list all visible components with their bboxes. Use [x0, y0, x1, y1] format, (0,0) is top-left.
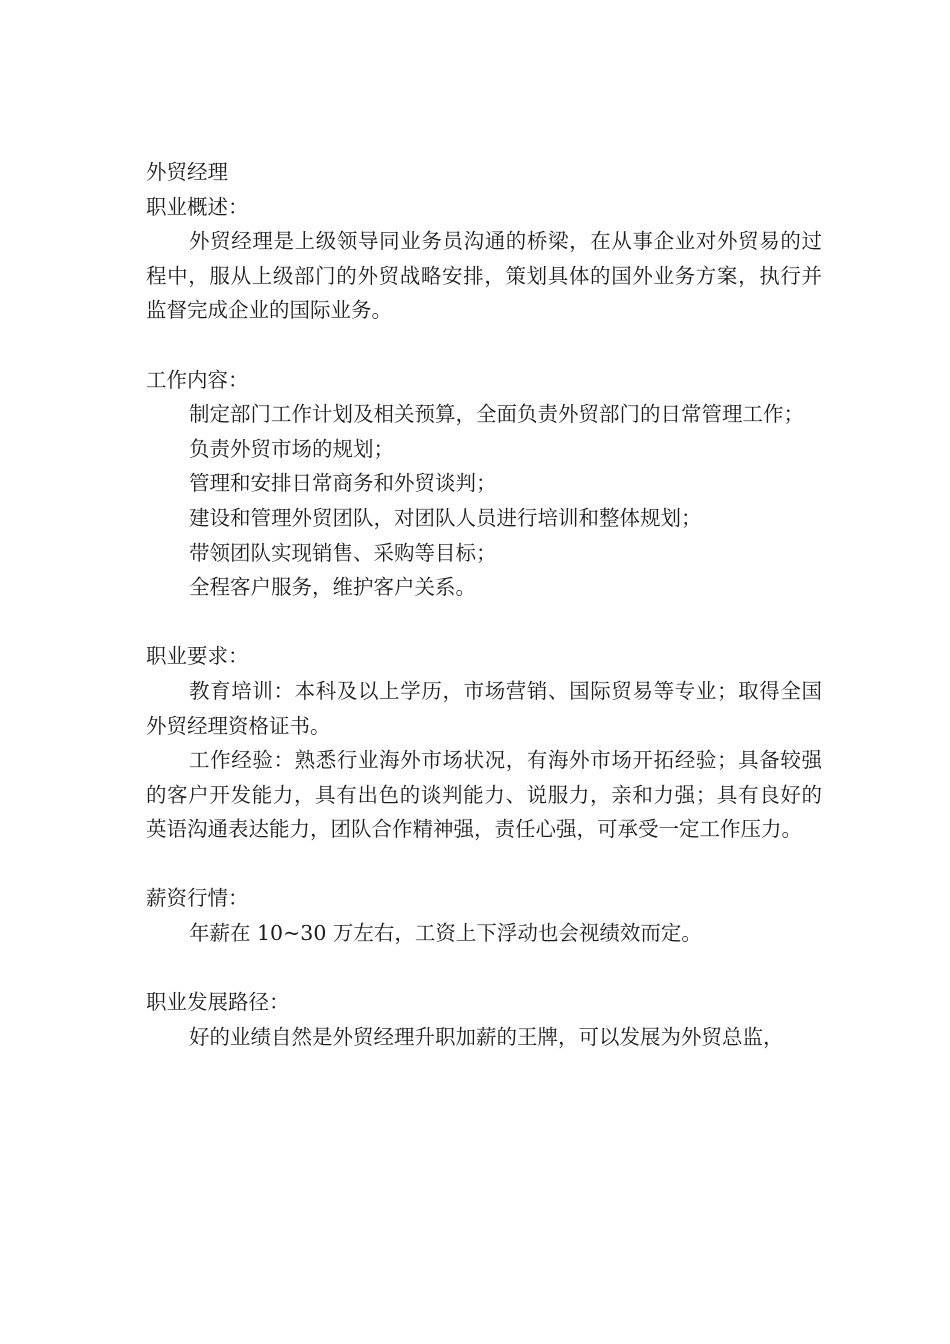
work-item: 制定部门工作计划及相关预算，全面负责外贸部门的日常管理工作； [189, 402, 804, 427]
work-item: 负责外贸市场的规划； [189, 436, 394, 461]
work-item: 全程客户服务，维护客户关系。 [189, 575, 476, 600]
requirements-heading: 职业要求： [146, 644, 249, 669]
salary-heading: 薪资行情： [146, 886, 249, 911]
career-path-paragraph: 好的业绩自然是外贸经理升职加薪的王牌，可以发展为外贸总监， [189, 1024, 784, 1049]
section-spacer [146, 605, 822, 640]
work-heading: 工作内容： [146, 367, 249, 392]
career-path-heading: 职业发展路径： [146, 990, 290, 1015]
work-item: 带领团队实现销售、采购等目标； [189, 540, 497, 565]
section-spacer [146, 847, 822, 882]
overview-heading: 职业概述： [146, 194, 249, 219]
salary-paragraph: 年薪在 10~30 万左右，工资上下浮动也会视绩效而定。 [189, 921, 702, 946]
education-paragraph: 教育培训：本科及以上学历，市场营销、国际贸易等专业；取得全国外贸经理资格证书。 [146, 678, 822, 738]
experience-paragraph: 工作经验：熟悉行业海外市场状况，有海外市场开拓经验；具备较强的客户开发能力，具有出色的谈判能力、说服力，亲和力强；具有良好的英语沟通表达能力，团队合作精神强，责任心强，可承受一定工作压力。 [146, 748, 822, 842]
section-spacer [146, 328, 822, 363]
work-item: 管理和安排日常商务和外贸谈判； [189, 471, 497, 496]
document-title: 外贸经理 [146, 160, 228, 184]
overview-paragraph: 外贸经理是上级领导同业务员沟通的桥梁，在从事企业对外贸易的过程中，服从上级部门的外贸战略安排，策划具体的国外业务方案，执行并监督完成企业的国际业务。 [146, 229, 822, 323]
section-spacer [146, 951, 822, 986]
document-page [146, 155, 822, 1054]
work-item: 建设和管理外贸团队，对团队人员进行培训和整体规划； [189, 505, 702, 530]
